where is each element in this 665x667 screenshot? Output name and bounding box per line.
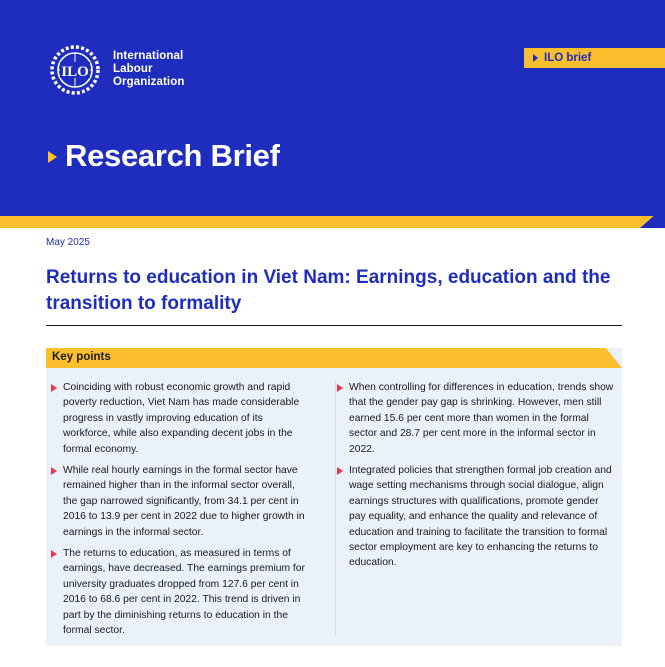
- key-point-text: When controlling for differences in education, trends show that the gender pay gap is shrinking. However, men still earned 15.6 per cent more than women in the formal sector and 28.7 per cent more in the informal sector in 2022.: [349, 382, 614, 455]
- brief-tag-label: ILO brief: [544, 52, 592, 64]
- bullet-arrow-icon: [51, 550, 57, 558]
- document-title: Returns to education in Viet Nam: Earnings, education and the transition to formality: [46, 267, 611, 314]
- ilo-brief-tag: [524, 48, 665, 68]
- bullet-arrow-icon: [51, 467, 57, 475]
- key-point-text: Coinciding with robust economic growth and rapid poverty reduction, Viet Nam has made considerable progress in vastly improving education of its workforce, while also expanding decent jobs in the formal economy.: [63, 382, 300, 455]
- key-point-item: [336, 380, 614, 457]
- ilo-logo-icon: [46, 45, 104, 95]
- key-points-heading: Key points: [52, 351, 111, 363]
- title-arrow-icon: [48, 151, 57, 163]
- key-point-item: [50, 380, 306, 457]
- key-points-left-column: [50, 380, 306, 645]
- key-point-item: [336, 463, 614, 571]
- key-point-text: While real hourly earnings in the formal sector have remained higher than in the informal sector overall, the gap narrowed significantly, from 34.1 per cent in 2016 to 13.9 per cent in 2022 due to higher growth in earnings in the informal sector.: [63, 465, 305, 538]
- bullet-arrow-icon: [337, 384, 343, 392]
- play-arrow-icon: [533, 54, 538, 62]
- logo-text: ILO: [61, 64, 89, 80]
- yellow-stripe: [0, 0, 665, 228]
- org-name-line-2: Labour: [113, 63, 153, 75]
- org-name-line-1: International: [113, 50, 184, 62]
- key-points-header-bar: [46, 348, 622, 368]
- key-point-text: Integrated policies that strengthen formal job creation and wage setting mechanisms through social dialogue, align earnings structures with qualifications, promote gender pay equality, and enhance the quality and relevance of education and training to facilitate the transition to formal sector employment are key to enhancing the returns to education.: [349, 465, 612, 569]
- key-points-right-column: [336, 380, 614, 577]
- header-banner: [0, 0, 665, 228]
- title-divider: [46, 325, 622, 326]
- key-point-item: [50, 463, 306, 540]
- bullet-arrow-icon: [337, 467, 343, 475]
- publication-date: May 2025: [46, 237, 90, 248]
- org-name-line-3: Organization: [113, 76, 185, 88]
- key-point-text: The returns to education, as measured in terms of earnings, have decreased. The earnings premium for university graduates dropped from 127.6 per cent in 2016 to 68.6 per cent in 2022. This trend is driven in part by the diminishing returns to education in the formal sector.: [63, 548, 305, 637]
- organization-name: [113, 50, 184, 89]
- key-point-item: [50, 546, 306, 638]
- series-title: Research Brief: [65, 138, 280, 173]
- bullet-arrow-icon: [51, 384, 57, 392]
